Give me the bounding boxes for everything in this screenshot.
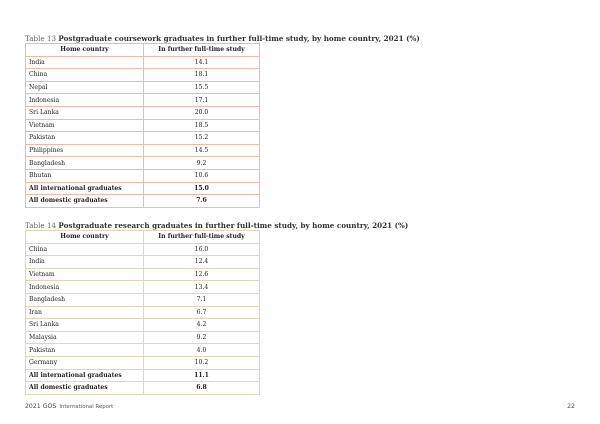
country-cell: China xyxy=(26,243,144,256)
table-13 xyxy=(25,43,260,208)
country-cell: Philippines xyxy=(26,144,144,157)
country-cell: Pakistan xyxy=(26,344,144,357)
value-cell: 14.5 xyxy=(144,144,260,157)
country-cell: Vietnam xyxy=(26,119,144,132)
value-cell: 15.5 xyxy=(144,81,260,94)
table-14-label: Table 14 xyxy=(25,221,57,230)
country-cell: Indonesia xyxy=(26,281,144,294)
summary-row-international xyxy=(26,182,260,195)
value-cell: 15.0 xyxy=(144,182,260,195)
column-header-further-study: In further full-time study xyxy=(144,44,260,57)
value-cell: 16.0 xyxy=(144,243,260,256)
table-13-caption xyxy=(25,34,420,43)
country-cell: India xyxy=(26,256,144,269)
table-14-title: Postgraduate research graduates in further full-time study, by home country, 2021 (%) xyxy=(58,221,409,230)
table-row xyxy=(26,56,260,69)
value-cell: 4.2 xyxy=(144,319,260,332)
country-cell: Germany xyxy=(26,356,144,369)
table-row xyxy=(26,331,260,344)
table-row xyxy=(26,81,260,94)
country-cell: Iran xyxy=(26,306,144,319)
country-cell: Bangladesh xyxy=(26,157,144,170)
table-14-caption xyxy=(25,221,408,230)
country-cell: India xyxy=(26,56,144,69)
value-cell: 11.1 xyxy=(144,369,260,382)
country-cell: All international graduates xyxy=(26,182,144,195)
table-row xyxy=(26,132,260,145)
table-row xyxy=(26,344,260,357)
value-cell: 12.6 xyxy=(144,268,260,281)
value-cell: 7.6 xyxy=(144,195,260,208)
summary-row-international xyxy=(26,369,260,382)
value-cell: 15.2 xyxy=(144,132,260,145)
value-cell: 14.1 xyxy=(144,56,260,69)
footer-report-title xyxy=(25,403,113,410)
country-cell: Bangladesh xyxy=(26,293,144,306)
table-row xyxy=(26,106,260,119)
value-cell: 18.5 xyxy=(144,119,260,132)
value-cell: 20.0 xyxy=(144,106,260,119)
country-cell: All international graduates xyxy=(26,369,144,382)
column-header-home-country: Home country xyxy=(26,231,144,244)
table-row xyxy=(26,268,260,281)
table-row xyxy=(26,157,260,170)
table-row xyxy=(26,94,260,107)
value-cell: 6.8 xyxy=(144,382,260,395)
country-cell: Pakistan xyxy=(26,132,144,145)
table-14 xyxy=(25,230,260,395)
value-cell: 6.7 xyxy=(144,306,260,319)
value-cell: 4.0 xyxy=(144,344,260,357)
country-cell: Indonesia xyxy=(26,94,144,107)
value-cell: 10.2 xyxy=(144,356,260,369)
table-row xyxy=(26,281,260,294)
table-13-title: Postgraduate coursework graduates in further full-time study, by home country, 2021 (%) xyxy=(58,34,420,43)
country-cell: All domestic graduates xyxy=(26,195,144,208)
country-cell: China xyxy=(26,69,144,82)
table-row xyxy=(26,169,260,182)
column-header-home-country: Home country xyxy=(26,44,144,57)
country-cell: Sri Lanka xyxy=(26,319,144,332)
footer-report-subtitle: International Report xyxy=(59,404,114,410)
summary-row-domestic xyxy=(26,382,260,395)
column-header-further-study: In further full-time study xyxy=(144,231,260,244)
country-cell: Nepal xyxy=(26,81,144,94)
page-number: 22 xyxy=(567,403,575,410)
value-cell: 9.2 xyxy=(144,157,260,170)
table-row xyxy=(26,243,260,256)
table-row xyxy=(26,306,260,319)
footer-report-name: 2021 GOS xyxy=(25,403,57,410)
value-cell: 10.6 xyxy=(144,169,260,182)
value-cell: 13.4 xyxy=(144,281,260,294)
table-header-row xyxy=(26,231,260,244)
table-row xyxy=(26,356,260,369)
country-cell: All domestic graduates xyxy=(26,382,144,395)
country-cell: Sri Lanka xyxy=(26,106,144,119)
value-cell: 7.1 xyxy=(144,293,260,306)
table-row xyxy=(26,119,260,132)
country-cell: Bhutan xyxy=(26,169,144,182)
value-cell: 18.1 xyxy=(144,69,260,82)
value-cell: 12.4 xyxy=(144,256,260,269)
country-cell: Vietnam xyxy=(26,268,144,281)
table-13-label: Table 13 xyxy=(25,34,57,43)
value-cell: 9.2 xyxy=(144,331,260,344)
table-row xyxy=(26,256,260,269)
table-row xyxy=(26,69,260,82)
country-cell: Malaysia xyxy=(26,331,144,344)
summary-row-domestic xyxy=(26,195,260,208)
table-header-row xyxy=(26,44,260,57)
table-row xyxy=(26,293,260,306)
table-row xyxy=(26,319,260,332)
table-row xyxy=(26,144,260,157)
value-cell: 17.1 xyxy=(144,94,260,107)
